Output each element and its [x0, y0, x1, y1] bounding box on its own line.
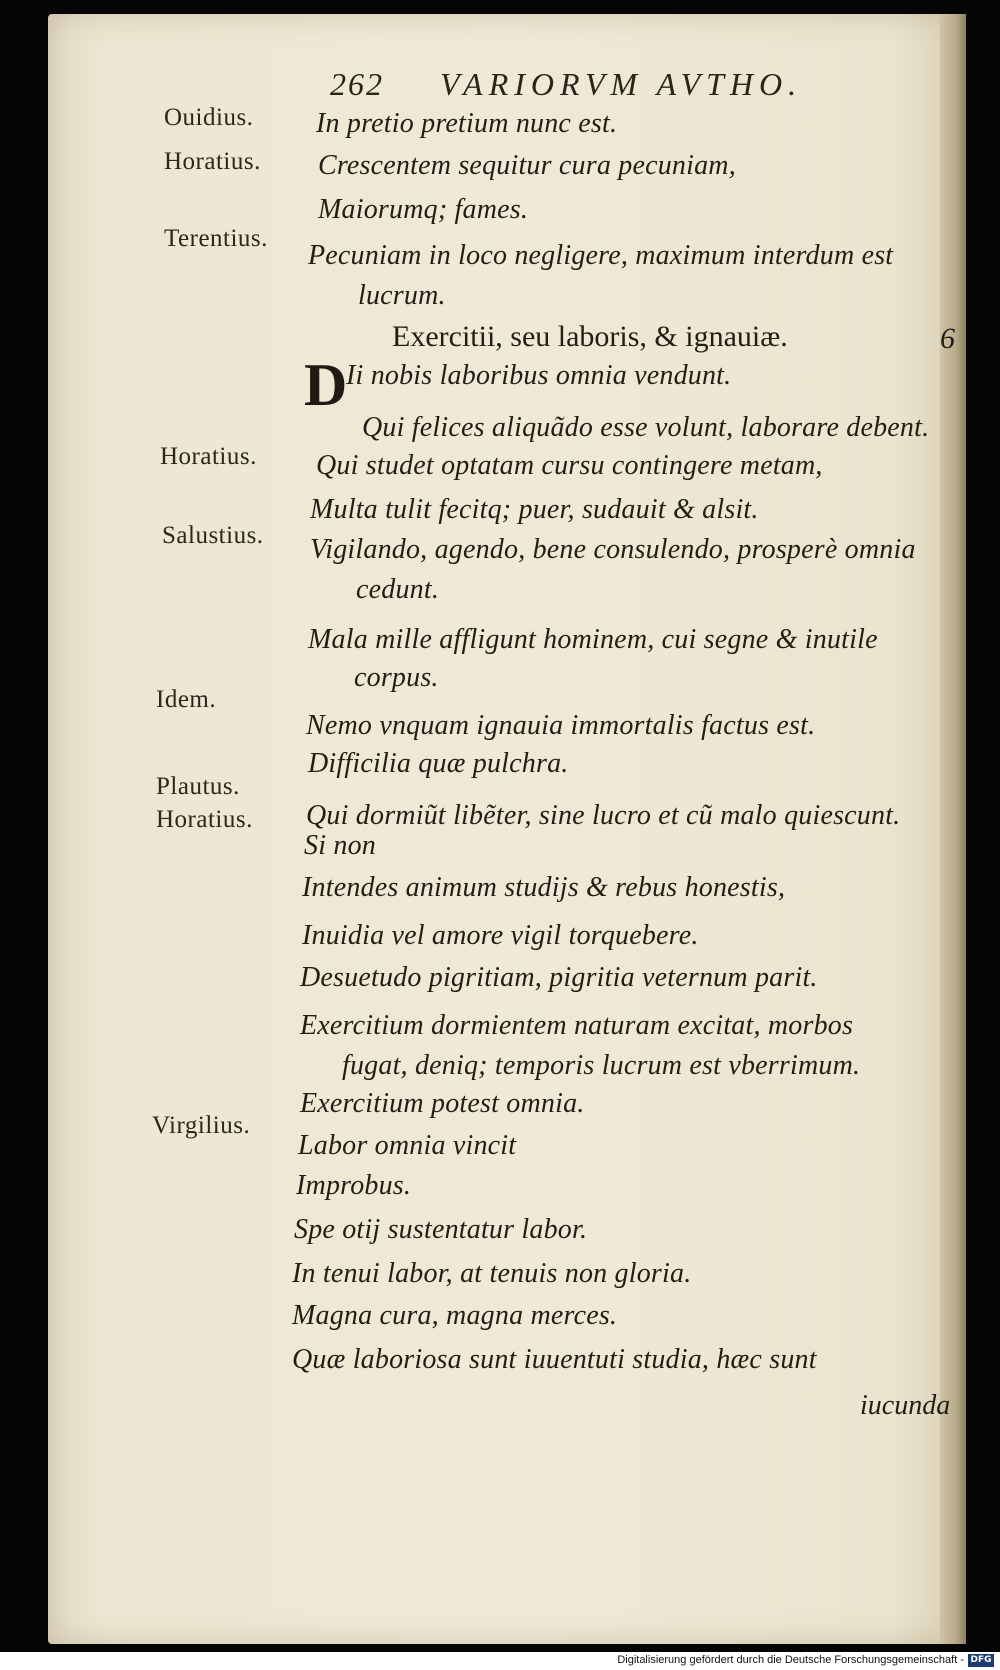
text-line: fugat, deniq; temporis lucrum est vberrimum. — [342, 1050, 861, 1081]
text-line: Magna cura, magna merces. — [292, 1300, 618, 1331]
margin-note-terentius: Terentius. — [164, 225, 268, 252]
text-line: Pecuniam in loco negligere, maximum interdum est — [308, 240, 894, 271]
margin-note-idem: Idem. — [156, 686, 217, 713]
text-line: Maiorumq; fames. — [318, 194, 529, 225]
page-header — [330, 66, 802, 103]
text-line: Qui dormiũt libẽter, sine lucro et cũ malo quiescunt. — [306, 800, 901, 831]
text-line: In tenui labor, at tenuis non gloria. — [292, 1258, 692, 1289]
drop-cap: D — [304, 352, 348, 418]
text-line: Crescentem sequitur cura pecuniam, — [318, 150, 736, 181]
text-line: Spe otij sustentatur labor. — [294, 1214, 588, 1245]
text-line: Multa tulit fecitq; puer, sudauit & alsit. — [310, 494, 759, 525]
margin-note-horatius-3: Horatius. — [156, 806, 253, 833]
text-line: Qui studet optatam cursu contingere metam, — [316, 450, 823, 481]
section-title: Exercitii, seu laboris, & ignauiæ. — [392, 320, 788, 353]
text-line: Difficilia quæ pulchra. — [308, 748, 569, 779]
margin-note-ovidius: Ouidius. — [164, 104, 254, 131]
text-line: Quæ laboriosa sunt iuuentuti studia, hæc sunt — [292, 1344, 817, 1375]
text-line: Improbus. — [296, 1170, 412, 1201]
text-line: Ii nobis laboribus omnia vendunt. — [346, 360, 732, 391]
text-line: Vigilando, agendo, bene consulendo, prosperè omnia — [310, 534, 916, 565]
text-line: Inuidia vel amore vigil torquebere. — [302, 920, 699, 951]
margin-note-horatius-2: Horatius. — [160, 443, 257, 470]
text-line: Exercitium dormientem naturam excitat, morbos — [300, 1010, 854, 1041]
text-line: Desuetudo pigritiam, pigritia veternum parit. — [300, 962, 818, 993]
page-number: 262 — [330, 66, 384, 102]
footer-credit: Digitalisierung gefördert durch die Deutsche Forschungsgemeinschaft - — [617, 1654, 964, 1666]
catchword: iucunda — [860, 1390, 951, 1421]
text-line: Intendes animum studijs & rebus honestis, — [302, 872, 786, 903]
dfg-logo-icon: DFG — [968, 1654, 994, 1667]
margin-note-plautus: Plautus. — [156, 773, 240, 800]
text-line: cedunt. — [356, 574, 440, 605]
margin-note-salustius: Salustius. — [162, 522, 264, 549]
text-line: Qui felices aliquãdo esse volunt, laborare debent. — [362, 412, 930, 443]
text-line: Mala mille affligunt hominem, cui segne & inutile — [308, 624, 878, 655]
text-line: Nemo vnquam ignauia immortalis factus est. — [306, 710, 816, 741]
text-line: lucrum. — [358, 280, 446, 311]
text-line: corpus. — [354, 662, 439, 693]
section-number: 6 — [940, 322, 955, 355]
running-head: VARIORVM AVTHO. — [440, 66, 803, 102]
text-line: Si non — [304, 830, 376, 861]
text-line: Exercitium potest omnia. — [300, 1088, 585, 1119]
margin-note-horatius: Horatius. — [164, 148, 261, 175]
text-line: Labor omnia vincit — [298, 1130, 517, 1161]
margin-note-virgilius: Virgilius. — [152, 1112, 251, 1139]
text-line: In pretio pretium nunc est. — [316, 108, 618, 139]
